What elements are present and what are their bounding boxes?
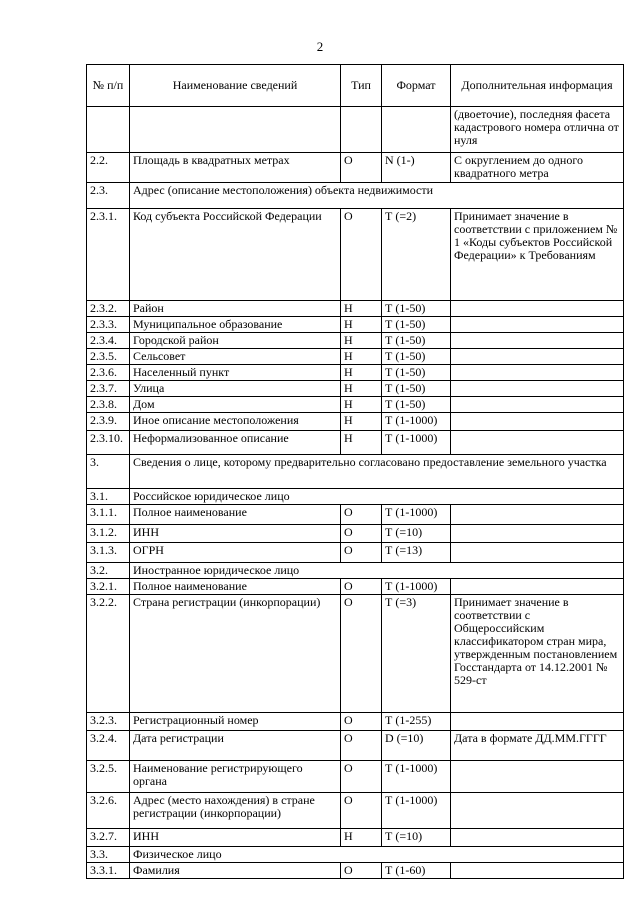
field-info: С округлением до одного квадратного метра xyxy=(451,153,624,183)
table-row xyxy=(87,317,624,333)
row-number: 2.3.8. xyxy=(87,397,130,413)
field-info: Принимает значение в соответствии с приложением № 1 «Коды субъектов Российской Федерации» к Требованиям xyxy=(451,209,624,301)
row-number: 3.2. xyxy=(87,563,130,579)
table-row xyxy=(87,543,624,563)
field-name: Неформализованное описание xyxy=(130,431,341,455)
field-info xyxy=(451,349,624,365)
field-format: Т (1-50) xyxy=(382,301,451,317)
field-format: Т (1-60) xyxy=(382,863,451,879)
row-number: 3.2.3. xyxy=(87,713,130,731)
field-type: О xyxy=(341,713,382,731)
field-format: Т (1-50) xyxy=(382,317,451,333)
table-row xyxy=(87,579,624,595)
field-info xyxy=(451,863,624,879)
requirements-table xyxy=(86,64,624,879)
field-type: О xyxy=(341,761,382,793)
field-type: О xyxy=(341,579,382,595)
field-type: Н xyxy=(341,381,382,397)
row-number: 2.3.4. xyxy=(87,333,130,349)
table-row xyxy=(87,333,624,349)
field-info xyxy=(451,413,624,431)
table-row xyxy=(87,413,624,431)
field-info xyxy=(451,505,624,525)
field-name: Дата регистрации xyxy=(130,731,341,761)
field-type: Н xyxy=(341,301,382,317)
row-number: 2.3.9. xyxy=(87,413,130,431)
row-number: 3.2.5. xyxy=(87,761,130,793)
table-row xyxy=(87,505,624,525)
field-info: Принимает значение в соответствии с Общероссийским классификатором стран мира, утвержденным постановлением Госстандарта от 14.12.2001 № 529-ст xyxy=(451,595,624,713)
field-info xyxy=(451,543,624,563)
field-name: Сельсовет xyxy=(130,349,341,365)
field-type: О xyxy=(341,209,382,301)
row-number: 3.2.7. xyxy=(87,829,130,847)
table-row xyxy=(87,381,624,397)
field-format: Т (1-1000) xyxy=(382,505,451,525)
field-format: Т (=10) xyxy=(382,829,451,847)
field-type: Н xyxy=(341,349,382,365)
field-format: Т (=2) xyxy=(382,209,451,301)
field-format: Т (1-50) xyxy=(382,333,451,349)
row-number: 3. xyxy=(87,455,130,489)
field-type: О xyxy=(341,595,382,713)
field-name: Фамилия xyxy=(130,863,341,879)
row-number: 3.1. xyxy=(87,489,130,505)
field-info xyxy=(451,381,624,397)
field-format: Т (1-255) xyxy=(382,713,451,731)
field-format: Т (=10) xyxy=(382,525,451,543)
table-row xyxy=(87,847,624,863)
field-name: Улица xyxy=(130,381,341,397)
row-number: 2.3.6. xyxy=(87,365,130,381)
table-row xyxy=(87,563,624,579)
row-number: 3.1.2. xyxy=(87,525,130,543)
field-name: Площадь в квадратных метрах xyxy=(130,153,341,183)
field-info xyxy=(451,317,624,333)
table-row xyxy=(87,183,624,209)
field-name: Код субъекта Российской Федерации xyxy=(130,209,341,301)
field-info xyxy=(451,365,624,381)
row-number: 3.3.1. xyxy=(87,863,130,879)
field-type: Н xyxy=(341,431,382,455)
table-row xyxy=(87,301,624,317)
field-type xyxy=(341,107,382,153)
field-type: О xyxy=(341,731,382,761)
field-name: Населенный пункт xyxy=(130,365,341,381)
row-number: 2.3.10. xyxy=(87,431,130,455)
header-type: Тип xyxy=(341,65,382,107)
table-row xyxy=(87,863,624,879)
field-type: О xyxy=(341,863,382,879)
section-title: Физическое лицо xyxy=(130,847,624,863)
field-name: Наименование регистрирующего органа xyxy=(130,761,341,793)
field-info xyxy=(451,579,624,595)
field-format xyxy=(382,107,451,153)
page-number: 2 xyxy=(316,39,324,54)
field-type: Н xyxy=(341,397,382,413)
row-number: 3.2.2. xyxy=(87,595,130,713)
field-name: Муниципальное образование xyxy=(130,317,341,333)
table-row xyxy=(87,525,624,543)
field-type: Н xyxy=(341,829,382,847)
header-info: Дополнительная информация xyxy=(451,65,624,107)
field-name: Страна регистрации (инкорпорации) xyxy=(130,595,341,713)
field-format: Т (=13) xyxy=(382,543,451,563)
field-name: Регистрационный номер xyxy=(130,713,341,731)
table-row xyxy=(87,365,624,381)
table-row xyxy=(87,431,624,455)
field-name: ИНН xyxy=(130,829,341,847)
field-format: Т (1-1000) xyxy=(382,431,451,455)
field-format: Т (1-50) xyxy=(382,381,451,397)
field-name xyxy=(130,107,341,153)
field-format: Т (1-1000) xyxy=(382,579,451,595)
field-format: Т (1-1000) xyxy=(382,413,451,431)
row-number xyxy=(87,107,130,153)
section-title: Российское юридическое лицо xyxy=(130,489,624,505)
table-row xyxy=(87,489,624,505)
field-name: ОГРН xyxy=(130,543,341,563)
field-info xyxy=(451,397,624,413)
row-number: 3.1.1. xyxy=(87,505,130,525)
field-name: Адрес (место нахождения) в стране регистрации (инкорпорации) xyxy=(130,793,341,829)
field-info: Дата в формате ДД.ММ.ГГГГ xyxy=(451,731,624,761)
field-info xyxy=(451,525,624,543)
table-row xyxy=(87,349,624,365)
field-info xyxy=(451,431,624,455)
table-row xyxy=(87,153,624,183)
field-info xyxy=(451,713,624,731)
table-row xyxy=(87,595,624,713)
field-name: Дом xyxy=(130,397,341,413)
row-number: 2.3.1. xyxy=(87,209,130,301)
field-type: Н xyxy=(341,365,382,381)
header-format: Формат xyxy=(382,65,451,107)
field-type: О xyxy=(341,793,382,829)
field-format: Т (1-50) xyxy=(382,365,451,381)
field-name: Полное наименование xyxy=(130,505,341,525)
table-row xyxy=(87,455,624,489)
row-number: 2.3.5. xyxy=(87,349,130,365)
field-format: Т (=3) xyxy=(382,595,451,713)
field-name: ИНН xyxy=(130,525,341,543)
field-info xyxy=(451,333,624,349)
row-number: 3.1.3. xyxy=(87,543,130,563)
table-row xyxy=(87,713,624,731)
section-title: Иностранное юридическое лицо xyxy=(130,563,624,579)
field-format: N (1-) xyxy=(382,153,451,183)
header-name: Наименование сведений xyxy=(130,65,341,107)
field-type: О xyxy=(341,505,382,525)
table-row xyxy=(87,397,624,413)
field-format: Т (1-1000) xyxy=(382,793,451,829)
field-type: Н xyxy=(341,317,382,333)
field-name: Район xyxy=(130,301,341,317)
row-number: 3.2.1. xyxy=(87,579,130,595)
row-number: 3.2.4. xyxy=(87,731,130,761)
field-type: Н xyxy=(341,333,382,349)
field-type: О xyxy=(341,543,382,563)
field-format: Т (1-50) xyxy=(382,397,451,413)
row-number: 2.3.7. xyxy=(87,381,130,397)
table-row xyxy=(87,829,624,847)
header-no: № п/п xyxy=(87,65,130,107)
row-number: 2.3. xyxy=(87,183,130,209)
section-title: Адрес (описание местоположения) объекта недвижимости xyxy=(130,183,624,209)
field-format: Т (1-1000) xyxy=(382,761,451,793)
row-number: 2.3.3. xyxy=(87,317,130,333)
field-type: Н xyxy=(341,413,382,431)
row-number: 3.3. xyxy=(87,847,130,863)
field-info xyxy=(451,829,624,847)
field-info xyxy=(451,301,624,317)
table-row xyxy=(87,731,624,761)
table-body xyxy=(87,107,624,879)
field-info: (двоеточие), последняя фасета кадастрового номера отлична от нуля xyxy=(451,107,624,153)
field-info xyxy=(451,761,624,793)
field-type: О xyxy=(341,153,382,183)
table-row xyxy=(87,107,624,153)
row-number: 2.3.2. xyxy=(87,301,130,317)
field-name: Городской район xyxy=(130,333,341,349)
field-format: Т (1-50) xyxy=(382,349,451,365)
table-row xyxy=(87,793,624,829)
field-name: Иное описание местоположения xyxy=(130,413,341,431)
section-title: Сведения о лице, которому предварительно согласовано предоставление земельного участка xyxy=(130,455,624,489)
field-type: О xyxy=(341,525,382,543)
row-number: 3.2.6. xyxy=(87,793,130,829)
field-info xyxy=(451,793,624,829)
table-row xyxy=(87,761,624,793)
table-row xyxy=(87,209,624,301)
field-name: Полное наименование xyxy=(130,579,341,595)
field-format: D (=10) xyxy=(382,731,451,761)
row-number: 2.2. xyxy=(87,153,130,183)
